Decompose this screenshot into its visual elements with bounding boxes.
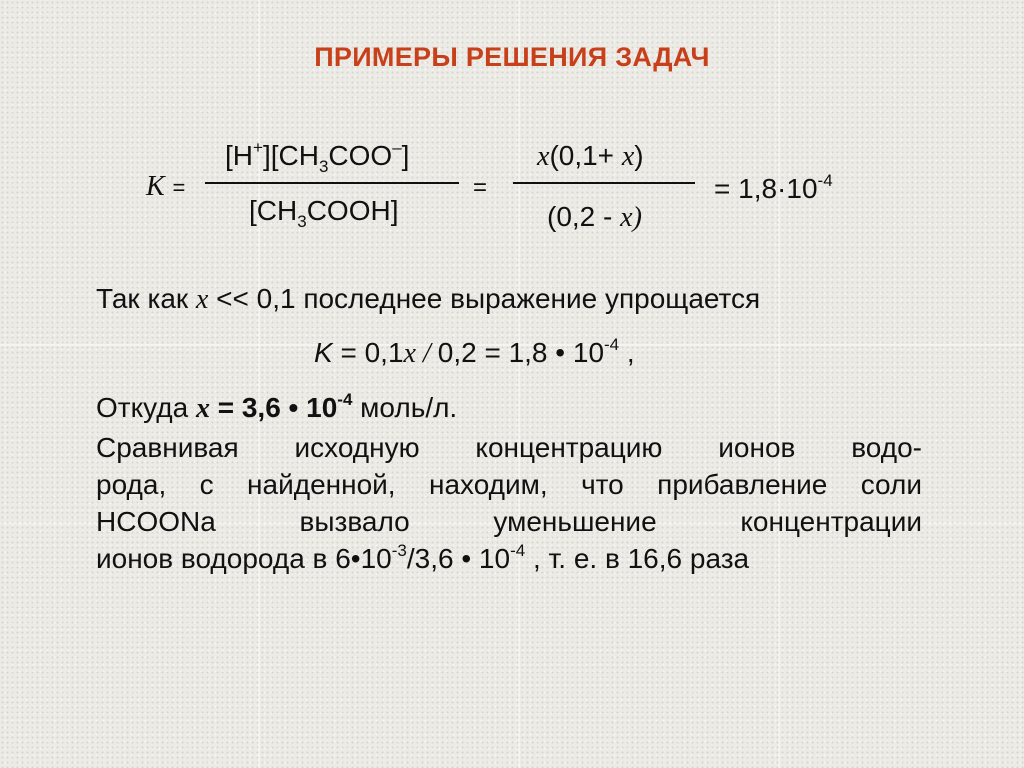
eq1-result: = $1,8\cdot 10^{-4}$ bbox=[714, 171, 833, 204]
conclusion-line-2: рода, с найденной, находим, что прибавление соли bbox=[96, 469, 922, 500]
result-line: Откуда x = 3,6 • $10^{-4}$ моль/л. bbox=[96, 390, 458, 424]
eq1-frac2-numerator: x(0,1+ x) bbox=[537, 140, 644, 172]
simplify-text: Так как x << 0,1 последнее выражение упрощается bbox=[96, 283, 761, 315]
conclusion-line-4: ионов водорода в $6•10^{-3}/3,6$ • $10^{-4}$ , т. е. в 16,6 раза bbox=[96, 541, 750, 574]
eq1-equals-2: = bbox=[473, 174, 488, 201]
eq1-frac1-bar bbox=[205, 182, 459, 184]
eq1-k-symbol: K bbox=[146, 171, 165, 202]
eq1-lhs bbox=[146, 172, 185, 201]
slide-title: ПРИМЕРЫ РЕШЕНИЯ ЗАДАЧ bbox=[314, 42, 710, 72]
eq1-equals: = bbox=[172, 175, 186, 200]
eq1-frac2-denominator: (0,2 - x) bbox=[547, 201, 642, 233]
conclusion-line-1: Сравнивая исходную концентрацию ионов водо- bbox=[96, 432, 922, 463]
eq1-frac2-bar bbox=[513, 182, 695, 184]
eq1-frac1-denominator: $[CH_3COOH]$ bbox=[249, 195, 399, 231]
conclusion-line-3: HCOONa вызвало уменьшение концентрации bbox=[96, 506, 922, 537]
conclusion-paragraph bbox=[96, 429, 922, 577]
eq1-frac1-numerator: $[H^+][CH_3COO^-]$ bbox=[225, 138, 410, 176]
equation-2: K = 0,1x / 0,2 = 1,8 • $10^{-4}$ , bbox=[314, 335, 635, 369]
result-value: = 3,6 • $10^{-4}$ bbox=[209, 390, 353, 423]
